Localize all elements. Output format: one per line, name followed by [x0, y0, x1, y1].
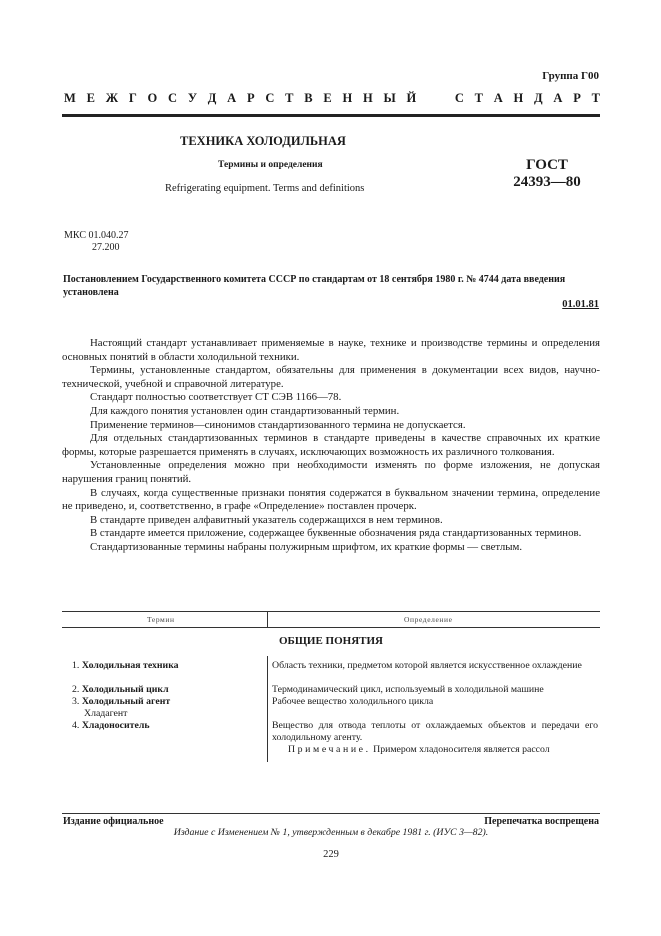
banner-letter: Ж — [105, 91, 119, 105]
banner-letter: Н — [513, 91, 524, 105]
intro-paragraph: Для каждого понятия установлен один стандартизованный термин. — [90, 404, 400, 417]
banner-letter: Т — [285, 91, 294, 105]
intro-paragraph: Для отдельных стандартизованных терминов в стандарте приведены в качестве справочных их краткие формы, которые разрешается применять в случаях, исключающих возможность их различного толкования. — [62, 432, 600, 458]
table-header-divider — [267, 611, 268, 627]
official-edition-label: Издание официальное — [63, 816, 164, 827]
banner-letter: У — [187, 91, 198, 105]
introduction-text — [62, 337, 600, 555]
banner-letter: В — [304, 91, 313, 105]
column-header-term: Термин — [147, 615, 175, 624]
introduction-date: 01.01.81 — [562, 299, 599, 310]
banner-letter: А — [227, 91, 237, 105]
reprint-notice: Перепечатка воспрещена — [484, 816, 599, 827]
intro-paragraph: Установленные определения можно при необходимости изменять по форме изложения, не допуская нарушения границ понятий. — [62, 459, 600, 485]
header-rule — [62, 114, 600, 117]
standard-banner — [64, 91, 600, 106]
table-column-divider — [267, 656, 268, 762]
term-name: Холодильный агент — [81, 696, 171, 707]
banner-letter — [441, 91, 444, 106]
banner-letter: Т — [591, 91, 600, 105]
intro-paragraph: Стандарт полностью соответствует СТ СЭВ 1166—78. — [90, 391, 342, 404]
mks-codes — [64, 230, 128, 254]
note-text: Примером хладоносителя является рассол — [373, 744, 550, 755]
banner-letter: Й — [406, 91, 417, 105]
term-name: Холодильный цикл — [81, 684, 169, 695]
term-number: 3. — [72, 696, 80, 707]
term-number: 4. — [72, 720, 80, 731]
mks-line-1: МКС 01.040.27 — [64, 230, 129, 241]
group-code: Группа Г00 — [542, 70, 599, 82]
banner-letter — [427, 91, 430, 106]
intro-paragraph: В случаях, когда существенные признаки понятия содержатся в буквальном значении термина, определение не приведено, и, соответственно, в графе «Определение» поставлен прочерк. — [62, 486, 600, 513]
term-name: Холодильная техника — [81, 660, 179, 671]
document-subtitle: Термины и определения — [218, 160, 323, 170]
definition-row-4 — [272, 720, 598, 756]
definition-note — [272, 744, 598, 756]
banner-letter: Т — [474, 91, 483, 105]
term-row-3 — [72, 696, 170, 708]
definition-text: Вещество для отвода теплоты от охлаждаемых объектов и передачи его холодильному агенту. — [272, 720, 598, 743]
mks-line-2: 27.200 — [92, 242, 120, 253]
banner-letter: С — [265, 91, 275, 105]
intro-paragraph: Термины, установленные стандартом, обязательны для применения в документации всех видов, научно-технической, учебной и справочной литературе. — [62, 364, 600, 390]
column-header-definition: Определение — [404, 615, 453, 624]
intro-paragraph: Настоящий стандарт устанавливает применяемые в науке, технике и производстве термины и определения основных понятий в области холодильной техники. — [62, 337, 600, 363]
banner-letter: О — [147, 91, 158, 105]
banner-letter: Н — [342, 91, 353, 105]
term-row-4 — [72, 720, 150, 732]
banner-letter: Д — [534, 91, 543, 105]
definition-row-2: Термодинамический цикл, используемый в холодильной машине — [272, 684, 544, 695]
intro-paragraph: Стандартизованные термины набраны полужирным шрифтом, их краткие формы — светлым. — [90, 540, 523, 553]
intro-paragraph: Применение терминов—синонимов стандартизованного термина не допускается. — [90, 418, 466, 431]
term-number: 1. — [72, 660, 80, 671]
banner-letter: Ы — [383, 91, 396, 105]
banner-letter: С — [168, 91, 178, 105]
banner-letter: А — [493, 91, 503, 105]
page-number: 229 — [323, 849, 339, 860]
banner-letter: Г — [128, 91, 137, 105]
term-short-form: Хладагент — [84, 708, 128, 719]
definition-row-1: Область техники, предметом которой является искусственное охлаждение — [272, 660, 582, 671]
gost-number: 24393—80 — [513, 174, 581, 190]
note-label: Примечание. — [288, 744, 371, 755]
table-header-rule — [62, 627, 600, 628]
gost-designation — [512, 157, 582, 191]
banner-letter: Д — [207, 91, 217, 105]
edition-note: Издание с Изменением № 1, утвержденным в декабре 1981 г. (ИУС 3—82). — [173, 827, 489, 838]
gost-label: ГОСТ — [526, 157, 568, 173]
banner-letter: М — [64, 91, 76, 105]
decree-text: Постановлением Государственного комитета СССР по стандартам от 18 сентября 1980 г. № 4744 дата введения установлена — [63, 274, 566, 298]
intro-paragraph: В стандарте имеется приложение, содержащее буквенные обозначения ряда стандартизованных терминов. — [90, 527, 582, 540]
banner-letter: Е — [86, 91, 95, 105]
section-title: ОБЩИЕ ПОНЯТИЯ — [278, 635, 383, 647]
table-top-rule — [62, 611, 600, 612]
intro-paragraph: В стандарте приведен алфавитный указатель содержащихся в нем терминов. — [90, 513, 443, 526]
definition-row-3: Рабочее вещество холодильного цикла — [272, 696, 434, 707]
banner-letter: С — [454, 91, 464, 105]
term-row-2 — [72, 684, 169, 696]
banner-letter: Н — [363, 91, 373, 105]
banner-letter: Е — [323, 91, 332, 105]
footer-rule — [62, 813, 600, 814]
term-row-1 — [72, 660, 179, 672]
term-number: 2. — [72, 684, 80, 695]
document-title: ТЕХНИКА ХОЛОДИЛЬНАЯ — [180, 134, 346, 148]
banner-letter: Р — [573, 91, 581, 105]
term-name: Хладоноситель — [81, 720, 150, 731]
banner-letter: Р — [246, 91, 255, 105]
banner-letter: А — [553, 91, 563, 105]
document-title-english: Refrigerating equipment. Terms and definitions — [165, 183, 365, 194]
